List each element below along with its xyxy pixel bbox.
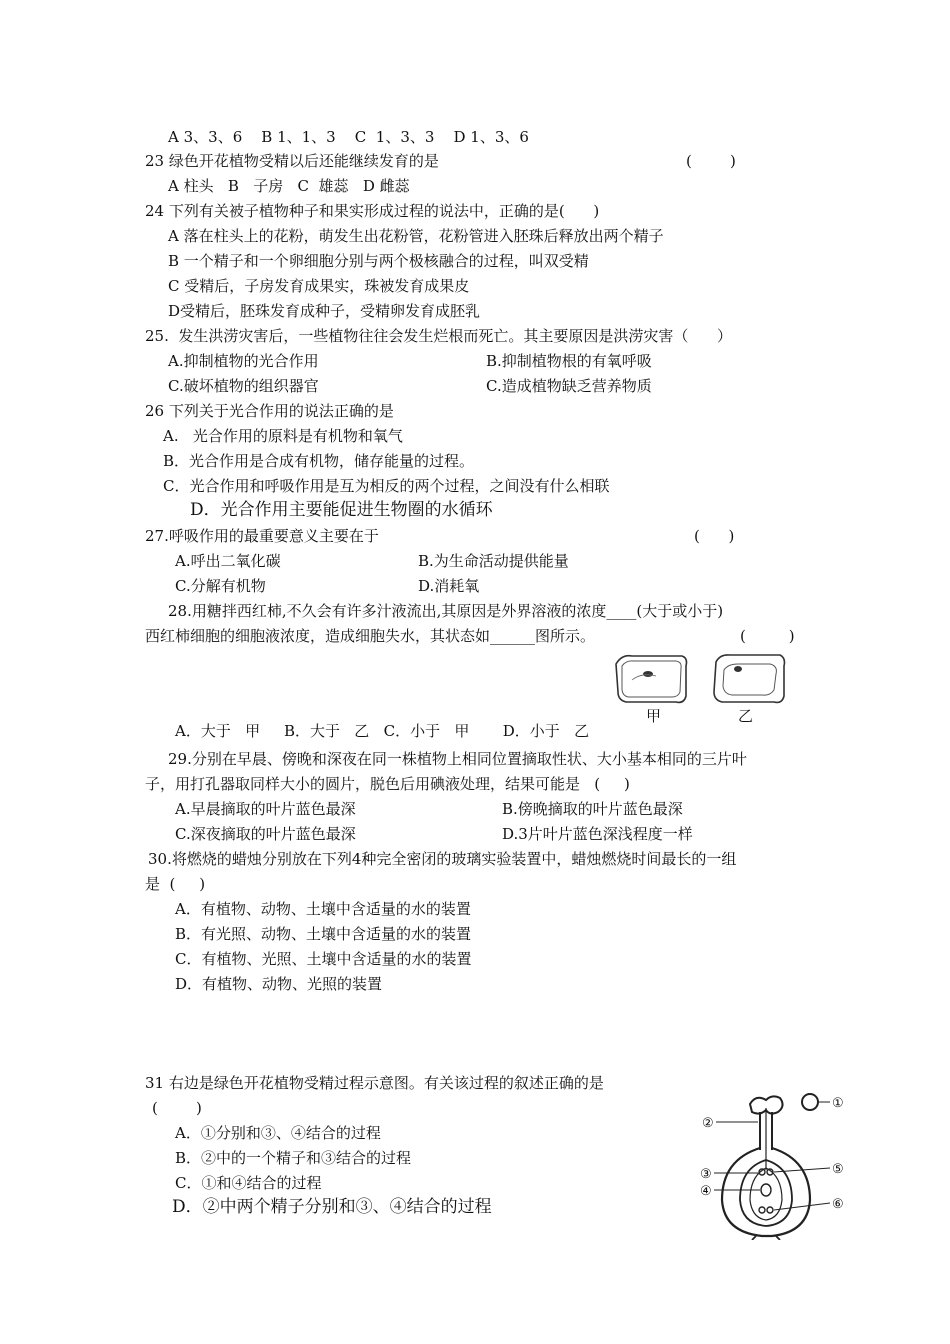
q25-option-c: C.破坏植物的组织器官 [168, 377, 319, 395]
q31-option-c: C．①和④结合的过程 [175, 1174, 322, 1192]
q23-answer-paren: ( ) [686, 152, 736, 170]
q29-option-a: A.早晨摘取的叶片蓝色最深 [175, 800, 356, 818]
q31-answer-paren: ( ) [152, 1099, 202, 1117]
q30-option-c: C．有植物、光照、土壤中含适量的水的装置 [175, 950, 472, 968]
q31-option-a: A．①分别和③、④结合的过程 [175, 1124, 381, 1142]
q29-option-c: C.深夜摘取的叶片蓝色最深 [175, 825, 356, 843]
q28-answer-paren: ( ) [740, 627, 795, 645]
q30-option-b: B．有光照、动物、土壤中含适量的水的装置 [175, 925, 472, 943]
q30-option-a: A．有植物、动物、土壤中含适量的水的装置 [175, 900, 471, 918]
q31-stem: 31 右边是绿色开花植物受精过程示意图。有关该过程的叙述正确的是 [145, 1074, 604, 1092]
cell-diagram-yi [714, 655, 785, 703]
q27-option-c: C.分解有机物 [175, 577, 266, 595]
q27-option-d: D.消耗氧 [418, 577, 480, 595]
q31-option-d: D．②中两个精子分别和③、④结合的过程 [172, 1197, 492, 1217]
fig-label-3: ③ [700, 1167, 712, 1182]
q23-stem: 23 绿色开花植物受精以后还能继续发育的是 [145, 152, 439, 170]
fig-label-4: ④ [700, 1184, 712, 1199]
fig-label-1: ① [832, 1096, 844, 1111]
fig-label-6: ⑥ [832, 1197, 844, 1212]
q31-option-b: B．②中的一个精子和③结合的过程 [175, 1149, 412, 1167]
q27-option-a: A.呼出二氧化碳 [175, 552, 281, 570]
q30-stem-line1: 30.将燃烧的蜡烛分别放在下列4种完全密闭的玻璃实验装置中，蜡烛燃烧时间最长的一组 [148, 850, 737, 868]
q28-options: A．大于 甲 B．大于 乙 C．小于 甲 D．小于 乙 [175, 722, 590, 740]
fig-label-2: ② [702, 1116, 714, 1131]
q25-option-a: A.抑制植物的光合作用 [168, 352, 319, 370]
q28-stem-line1: 28.用糖拌西红柿,不久会有许多汁液流出,其原因是外界溶液的浓度____(大于或小于) [168, 602, 724, 620]
q23-options: A 柱头 B 子房 C 雄蕊 D 雌蕊 [168, 177, 410, 195]
q25-stem: 25. 发生洪涝灾害后，一些植物往往会发生烂根而死亡。其主要原因是洪涝灾害（ ） [145, 327, 733, 345]
fig-label-yi: 乙 [738, 707, 754, 725]
cell-diagram-jia [616, 656, 687, 703]
cell-figure [612, 650, 792, 730]
q26-option-a: A. 光合作用的原料是有机物和氧气 [163, 427, 403, 445]
q24-option-d: D受精后，胚珠发育成种子，受精卵发育成胚乳 [168, 302, 481, 320]
q30-option-d: D．有植物、动物、光照的装置 [175, 975, 383, 993]
q29-option-d: D.3片叶片蓝色深浅程度一样 [502, 825, 693, 843]
q28-stem-line2: 西红柿细胞的细胞液浓度，造成细胞失水，其状态如______图所示。 [145, 627, 596, 645]
q29-stem-line1: 29.分别在早晨、傍晚和深夜在同一株植物上相同位置摘取性状、大小基本相同的三片叶 [168, 750, 747, 768]
q25-option-b: B.抑制植物根的有氧呼吸 [486, 352, 652, 370]
q26-stem: 26 下列关于光合作用的说法正确的是 [145, 402, 394, 420]
q26-option-d: D．光合作用主要能促进生物圈的水循环 [190, 500, 493, 520]
q25-option-d: C.造成植物缺乏营养物质 [486, 377, 652, 395]
q24-option-c: C 受精后，子房发育成果实，珠被发育成果皮 [168, 277, 470, 295]
q29-stem-line2: 子，用打孔器取同样大小的圆片，脱色后用碘液处理，结果可能是 ( ) [145, 775, 630, 793]
q24-option-a: A 落在柱头上的花粉，萌发生出花粉管，花粉管进入胚珠后释放出两个精子 [168, 227, 664, 245]
fig-label-jia: 甲 [646, 707, 662, 725]
q22-options: A 3、3、6 B 1、1、3 C 1、3、3 D 1、3、6 [168, 128, 529, 146]
q24-stem: 24 下列有关被子植物种子和果实形成过程的说法中，正确的是( ) [145, 202, 600, 220]
q27-stem: 27.呼吸作用的最重要意义主要在于 [145, 527, 379, 545]
q27-answer-paren: ( ) [694, 527, 735, 545]
q27-option-b: B.为生命活动提供能量 [418, 552, 569, 570]
q30-stem-line2: 是 ( ) [145, 875, 206, 893]
q24-option-b: B 一个精子和一个卵细胞分别与两个极核融合的过程，叫双受精 [168, 252, 589, 270]
q26-option-b: B．光合作用是合成有机物，储存能量的过程。 [163, 452, 475, 470]
q29-option-b: B.傍晚摘取的叶片蓝色最深 [502, 800, 683, 818]
q26-option-c: C．光合作用和呼吸作用是互为相反的两个过程，之间没有什么相联 [163, 477, 610, 495]
fig-label-5: ⑤ [832, 1162, 844, 1177]
